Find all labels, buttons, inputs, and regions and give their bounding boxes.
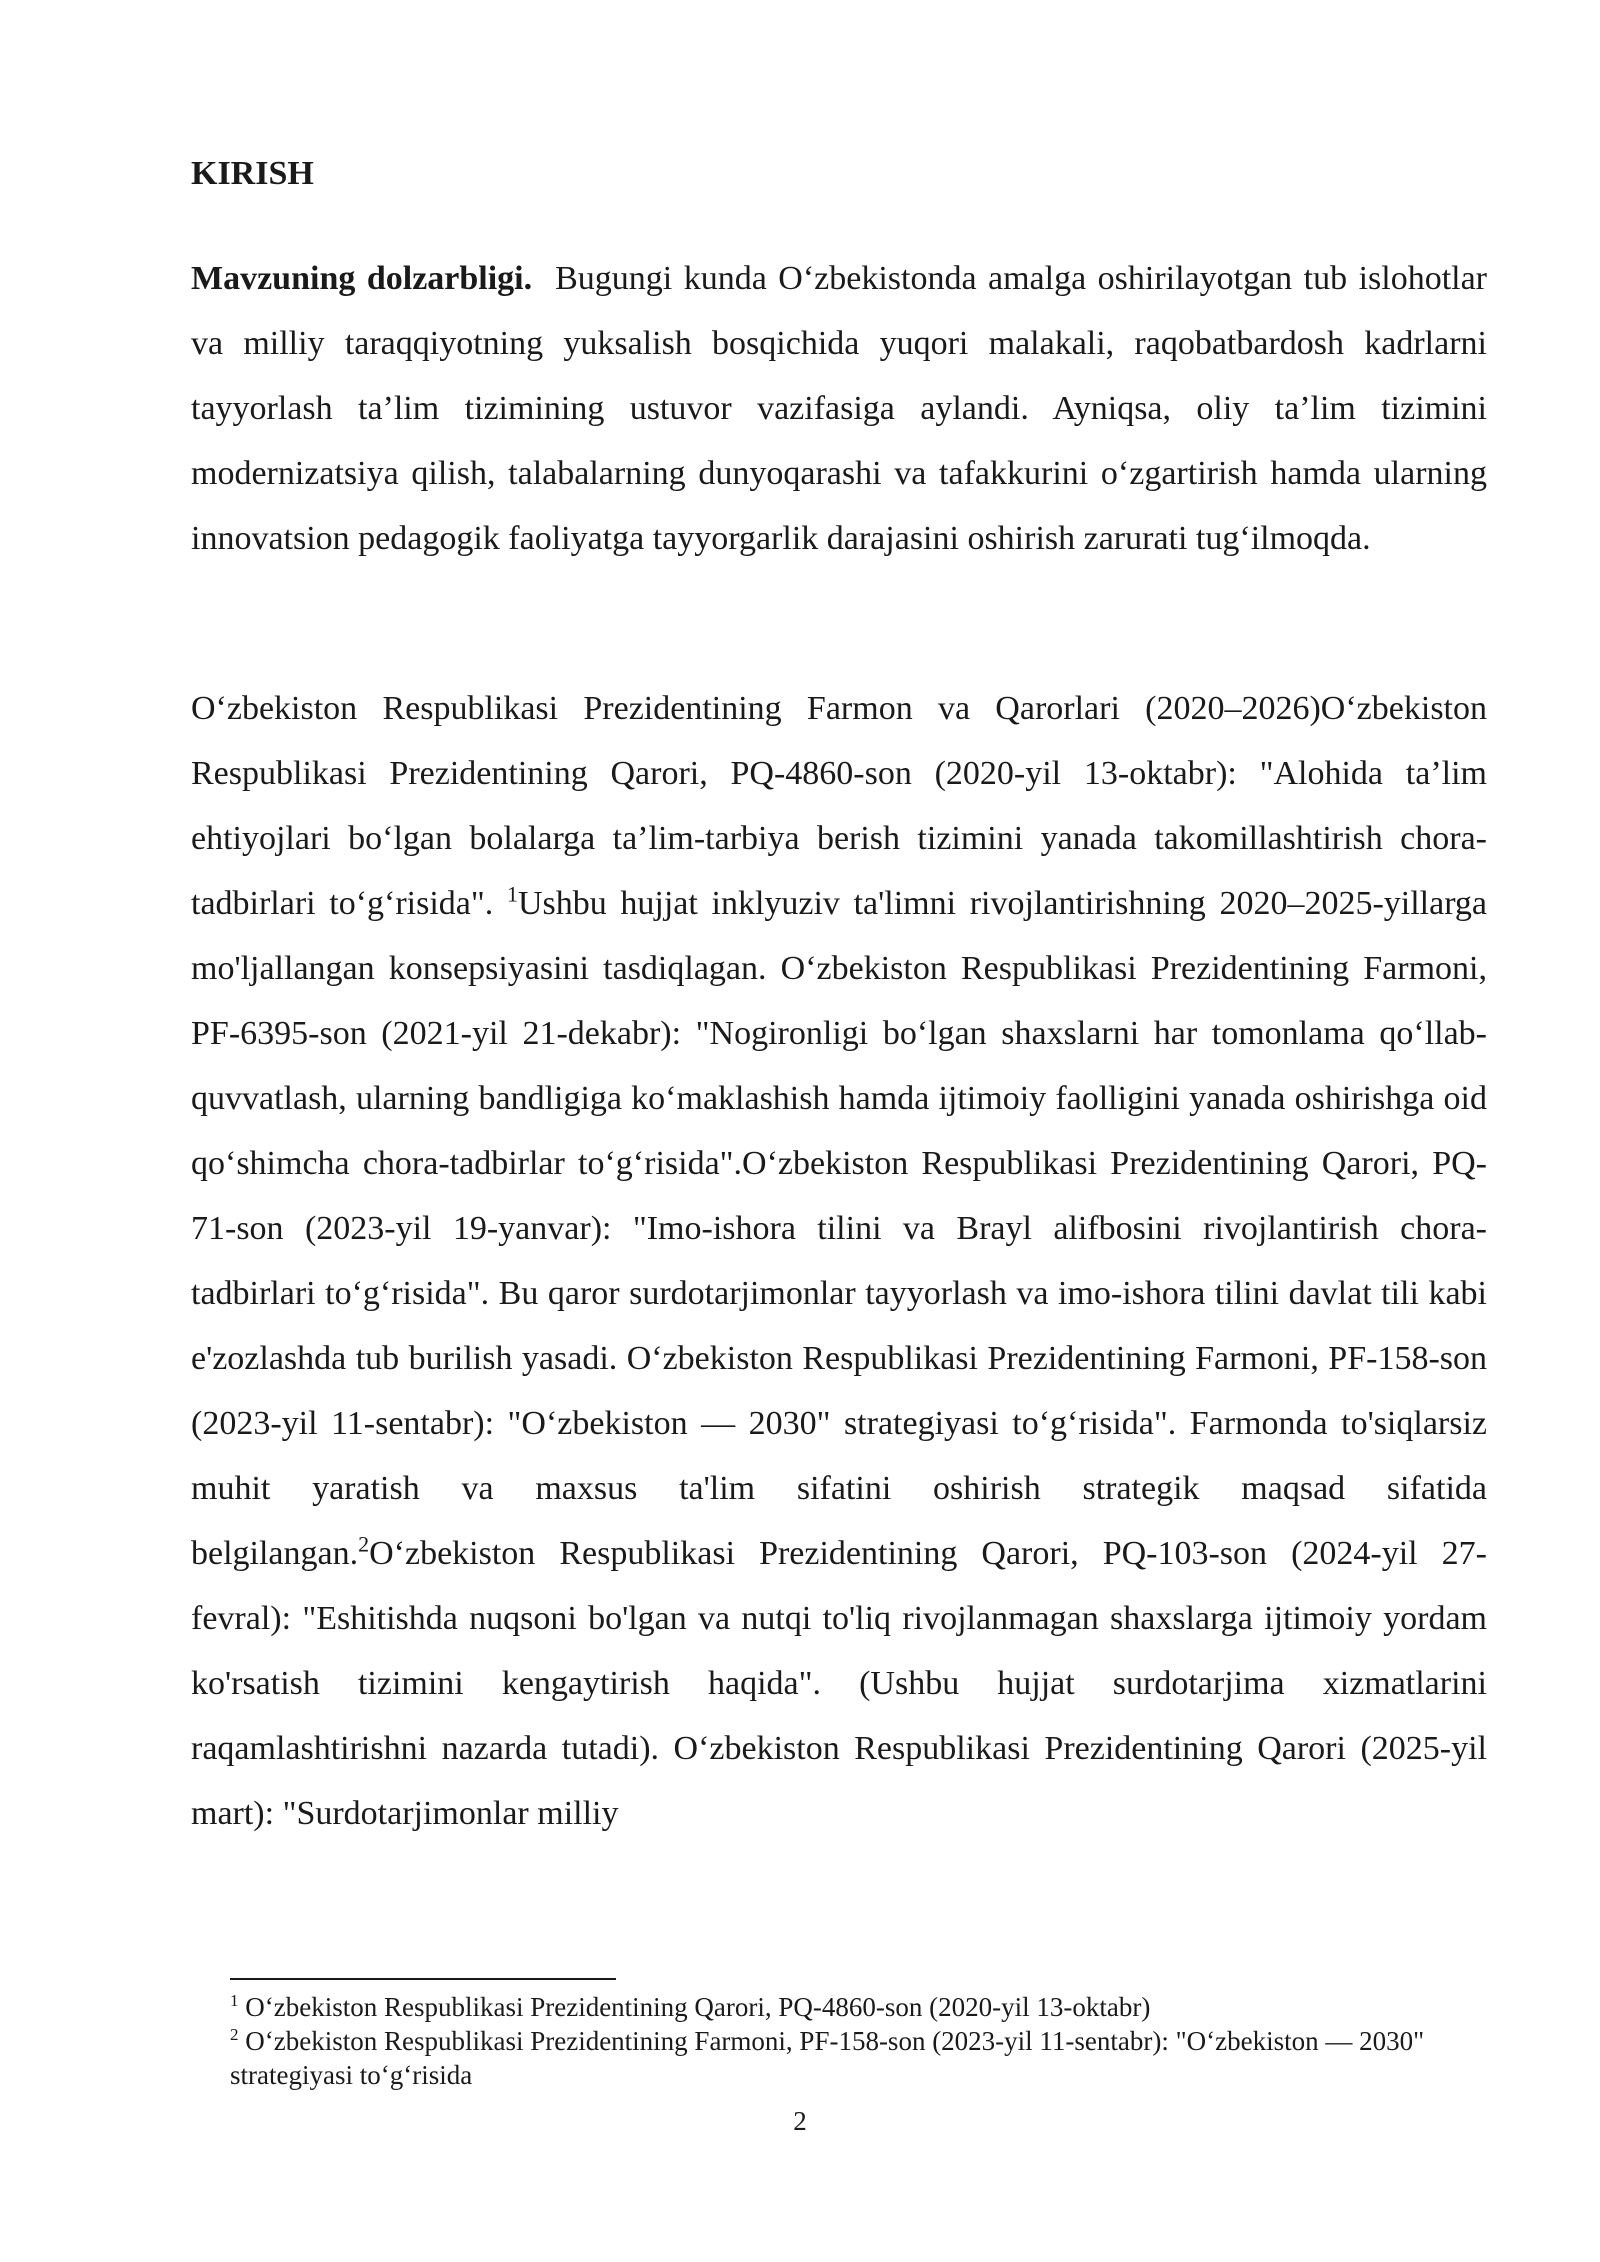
- paragraph-lead: Mavzuning dolzarbligi.: [191, 260, 533, 297]
- section-heading: KIRISH: [191, 155, 314, 192]
- paragraph-text: Bugungi kunda O‘zbekistonda amalga oshirilayotgan tub islohotlar va milliy taraqqiyotning yuksalish bosqichida yuqori malakali, raqobatbardosh kadrlarni tayyorlash ta’lim tizimining ustuvor vazifasiga aylandi. Ayniqsa, oliy ta’lim tizimini modernizatsiya qilish, talabalarning dunyoqarashi va tafakkurini o‘zgartirish hamda ularning innovatsion pedagogik faoliyatga tayyorgarlik darajasini oshirish zarurati tug‘ilmoqda.: [191, 260, 1488, 557]
- footnote-reference-2[interactable]: 2: [358, 1531, 370, 1557]
- footnote-reference-1[interactable]: 1: [506, 881, 518, 907]
- paragraph-relevance: [191, 246, 1487, 571]
- paragraph-text-part-3: O‘zbekiston Respublikasi Prezidentining Qarori, PQ-103-son (2024-yil 27-fevral): "Eshitishda nuqsoni bo'lgan va nutqi to'liq rivojlanmagan shaxslarga ijtimoiy yordam ko'rsatish tizimini kengaytirish haqida". (Ushbu hujjat surdotarjima xizmatlarini raqamlashtirishni nazarda tutadi). O‘zbekiston Respublikasi Prezidentining Qarori (2025-yil mart): "Surdotarjimonlar milliy: [191, 1535, 1487, 1832]
- paragraph-text-part-2: Ushbu hujjat inklyuziv ta'limni rivojlantirishning 2020–2025-yillarga mo'ljallangan konsepsiyasini tasdiqlagan. O‘zbekiston Respublikasi Prezidentining Farmoni, PF-6395-son (2021-yil 21-dekabr): "Nogironligi bo‘lgan shaxslarni har tomonlama qo‘llab-quvvatlash, ularning bandligiga ko‘maklashish hamda ijtimoiy faolligini yanada oshirishga oid qo‘shimcha chora-tadbirlar to‘g‘risida".O‘zbekiston Respublikasi Prezidentining Qarori, PQ-71-son (2023-yil 19-yanvar): "Imo-ishora tilini va Brayl alifbosini rivojlantirish chora-tadbirlari to‘g‘risida". Bu qaror surdotarjimonlar tayyorlash va imo-ishora tilini davlat tili kabi e'zozlashda tub burilish yasadi. O‘zbekiston Respublikasi Prezidentining Farmoni, PF-158-son (2023-yil 11-sentabr): "O‘zbekiston — 2030" strategiyasi to‘g‘risida". Farmonda to'siqlarsiz muhit yaratish va maxsus ta'lim sifatini oshirish strategik maqsad sifatida belgilangan.: [191, 885, 1488, 1572]
- footnote-1: [230, 1990, 1490, 2024]
- paragraph-text-part-1: O‘zbekiston Respublikasi Prezidentining Farmon va Qarorlari (2020–2026)O‘zbekiston Respublikasi Prezidentining Qarori, PQ-4860-son (2020-yil 13-oktabr): "Alohida ta’lim ehtiyojlari bo‘lgan bolalarga ta’lim-tarbiya berish tizimini yanada takomillashtirish chora-tadbirlari to‘g‘risida".: [191, 690, 1487, 922]
- footnote-text: O‘zbekiston Respublikasi Prezidentining Qarori, PQ-4860-son (2020-yil 13-oktabr): [238, 1992, 1151, 2022]
- footnote-2: [230, 2024, 1490, 2092]
- footnote-separator: [230, 1978, 616, 1980]
- footnotes: [230, 1990, 1490, 2092]
- paragraph-decrees: [191, 676, 1487, 1846]
- footnote-marker: 2: [230, 2025, 239, 2044]
- footnote-marker: 1: [230, 1991, 239, 2010]
- page-number: 2: [793, 2106, 807, 2136]
- footnote-text: O‘zbekiston Respublikasi Prezidentining Farmoni, PF-158-son (2023-yil 11-sentabr): "O‘zbekiston — 2030" strategiyasi to‘g‘risida: [230, 2026, 1425, 2090]
